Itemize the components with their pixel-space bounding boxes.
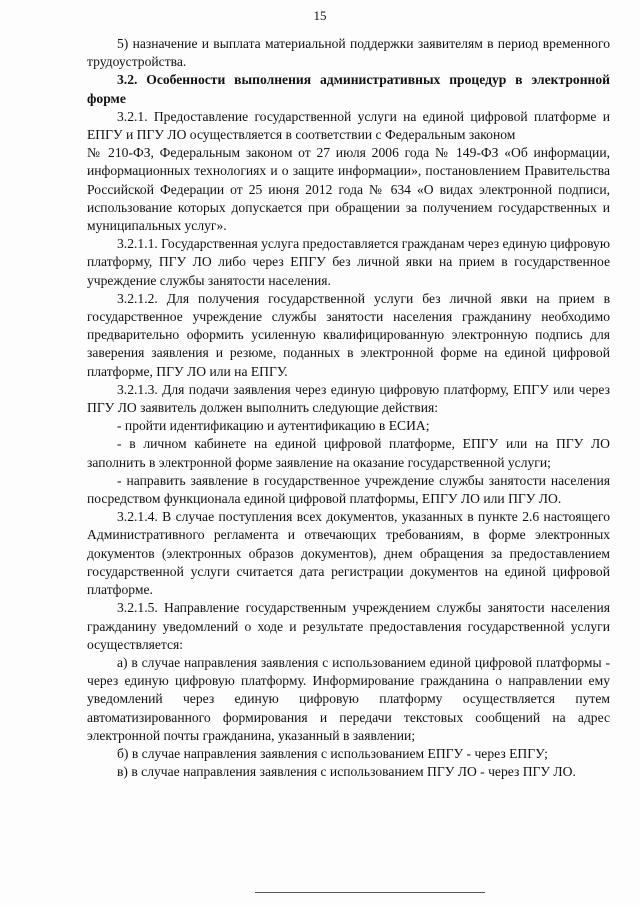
paragraph: - пройти идентификацию и аутентификацию в ЕСИА;	[117, 418, 430, 434]
paragraph: в) в случае направления заявления с использованием ПГУ ЛО - через ПГУ ЛО.	[117, 764, 576, 780]
paragraph: № 210-ФЗ, Федеральным законом от 27 июля 2006 года № 149-ФЗ «Об информации, информационных технологиях и о защите информации», постановлением Правительства Российской Федерации от 25 июня 2012 года № 634 «О видах электронной подписи, использование которых допускается при обращении за получением государственных и муниципальных услуг».	[87, 145, 610, 234]
paragraph: 3.2.1.3. Для подачи заявления через единую цифровую платформу, ЕПГУ или через ПГУ ЛО заявитель должен выполнить следующие действия:	[87, 381, 610, 416]
paragraph: 3.2.1. Предоставление государственной услуги на единой цифровой платформе и ЕПГУ и ПГУ ЛО осуществляется в соответствии с Федеральным законом	[87, 108, 610, 143]
page-number: 15	[313, 8, 327, 23]
paragraph: 5) назначение и выплата материальной поддержки заявителям в период временного трудоустройства.	[87, 36, 610, 70]
paragraph: 3.2.1.5. Направление государственным учреждением службы занятости населения гражданину уведомлений о ходе и результате предоставления государственной услуги осуществляется:	[87, 600, 610, 652]
paragraph: а) в случае направления заявления с использованием единой цифровой платформы - через единую цифровую платформу. Информирование гражданина о направлении ему уведомлений через единую цифровую платформу осуществляется путем автоматизированного формирования и передачи текстовых сообщений на адрес электронной почты гражданина, указанный в заявлении;	[87, 654, 610, 743]
paragraph: б) в случае направления заявления с использованием ЕПГУ - через ЕПГУ;	[117, 745, 548, 761]
document-body	[87, 35, 610, 781]
bottom-rule	[255, 892, 485, 893]
paragraph: 3.2.1.2. Для получения государственной услуги без личной явки на прием в государственное учреждение службы занятости населения гражданину необходимо предварительно оформить усиленную квалифицированную электронную подпись для заверения заявления и резюме, поданных в электронной форме на единой цифровой платформе, ПГУ ЛО или на ЕПГУ.	[87, 290, 610, 379]
section-heading: 3.2. Особенности выполнения административных процедур в электронной форме	[87, 72, 610, 106]
paragraph: 3.2.1.1. Государственная услуга предоставляется гражданам через единую цифровую платформу, ПГУ ЛО либо через ЕПГУ без личной явки на прием в государственное учреждение службы занятости населения.	[87, 236, 610, 288]
paragraph: - направить заявление в государственное учреждение службы занятости населения посредством функционала единой цифровой платформы, ЕПГУ ЛО или ПГУ ЛО.	[87, 472, 610, 507]
paragraph: - в личном кабинете на единой цифровой платформе, ЕПГУ или на ПГУ ЛО заполнить в электронной форме заявление на оказание государственной услуги;	[87, 436, 610, 470]
paragraph: 3.2.1.4. В случае поступления всех документов, указанных в пункте 2.6 настоящего Административного регламента и отвечающих требованиям, в форме электронных документов (электронных образов документов), днем обращения за предоставлением государственной услуги считается дата регистрации документов на единой цифровой платформе.	[87, 509, 610, 598]
